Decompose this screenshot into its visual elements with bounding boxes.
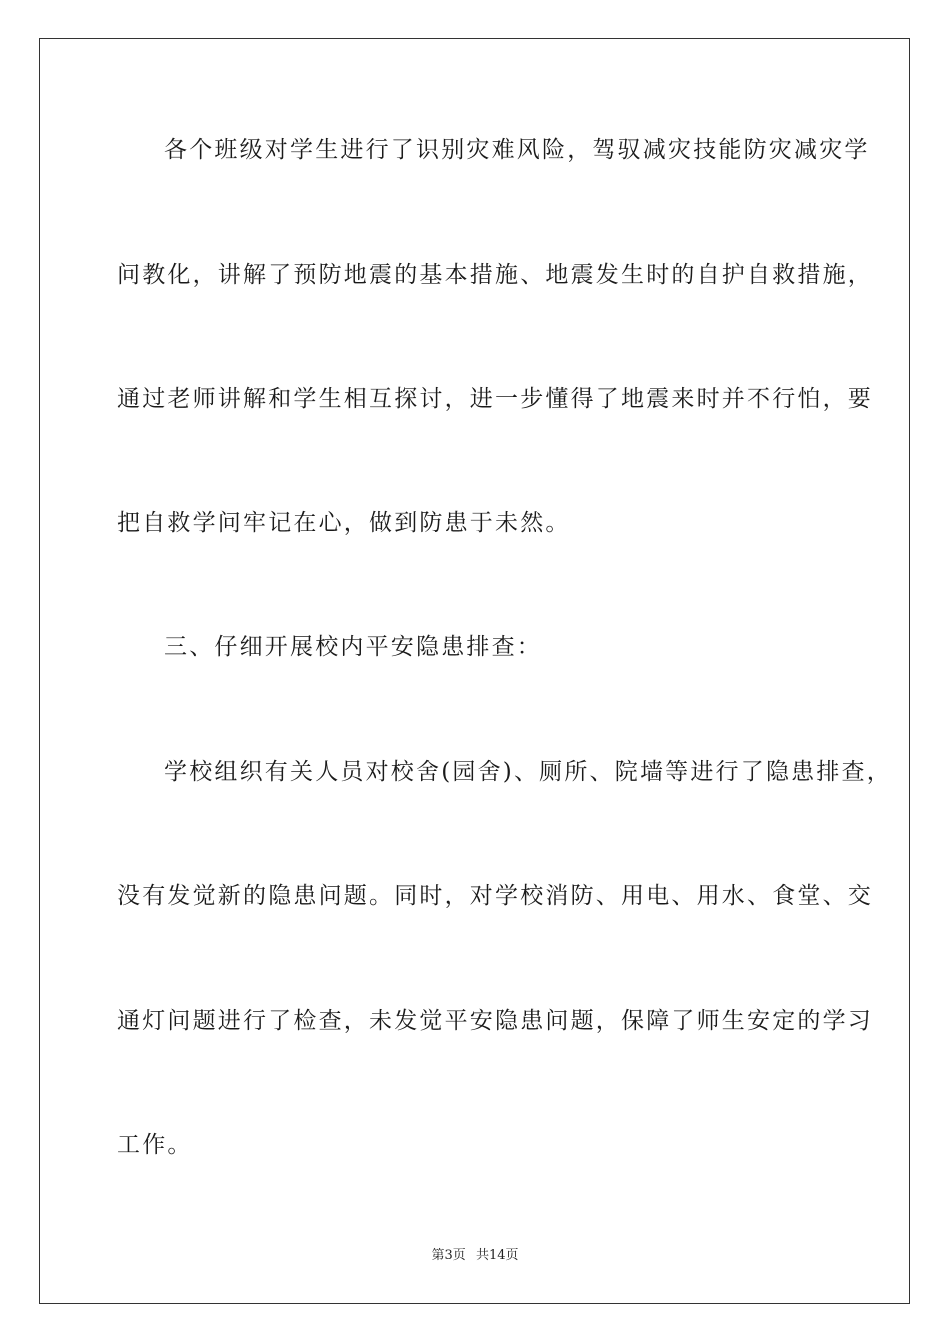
paragraph-line: 问教化，讲解了预防地震的基本措施、地震发生时的自护自救措施， (117, 262, 873, 288)
page-total: 共14页 (475, 1248, 519, 1263)
section-heading: 三、仔细开展校内平安隐患排查： (164, 634, 542, 660)
page-number: 第3页 (431, 1248, 466, 1263)
paragraph-line: 学校组织有关人员对校舍(园舍)、厕所、院墙等进行了隐患排查， (164, 759, 892, 785)
paragraph-line: 通过老师讲解和学生相互探讨，进一步懂得了地震来时并不行怕，要 (117, 386, 873, 412)
page-footer (0, 1247, 950, 1265)
paragraph-line: 通灯问题进行了检查，未发觉平安隐患问题，保障了师生安定的学习 (117, 1008, 873, 1034)
paragraph-line: 把自救学问牢记在心，做到防患于未然。 (117, 510, 571, 536)
page-border (39, 38, 910, 1304)
paragraph-line: 没有发觉新的隐患问题。同时，对学校消防、用电、用水、食堂、交 (117, 883, 873, 909)
paragraph-line: 各个班级对学生进行了识别灾难风险，驾驭减灾技能防灾减灾学 (164, 137, 870, 163)
paragraph-line: 工作。 (117, 1132, 193, 1158)
